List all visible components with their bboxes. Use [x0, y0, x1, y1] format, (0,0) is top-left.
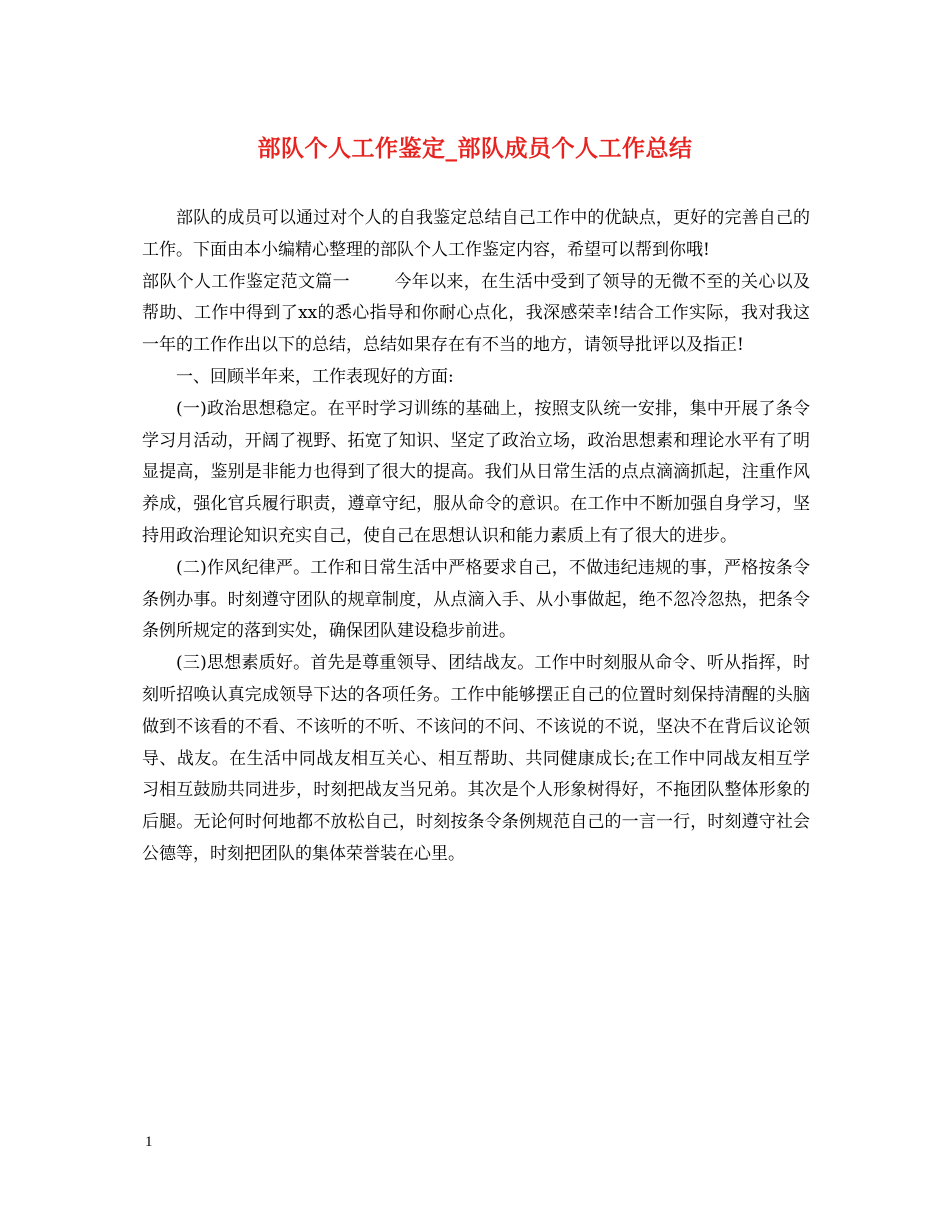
review-heading: 一、回顾半年来，工作表现好的方面:	[176, 366, 454, 387]
document-title: 部队个人工作鉴定_部队成员个人工作总结	[257, 136, 693, 162]
section-heading: 部队个人工作鉴定范文篇一	[142, 271, 350, 292]
document-body	[142, 203, 810, 871]
discipline-paragraph: (二)作风纪律严。工作和日常生活中严格要求自己，不做违纪违规的事，严格按条令条例办事。时刻遵守团队的规章制度，从点滴入手、从小事做起，绝不忽冷忽热，把条令条例所规定的落到实处，确保团队建设稳步前进。	[142, 557, 810, 642]
page-number: 1	[145, 1134, 153, 1150]
quality-paragraph: (三)思想素质好。首先是尊重领导、团结战友。工作中时刻服从命令、听从指挥，时刻听招唤认真完成领导下达的各项任务。工作中能够摆正自己的位置时刻保持清醒的头脑做到不该看的不看、不该听的不听、不该问的不问、不该说的不说，坚决不在背后议论领导、战友。在生活中同战友相互关心、相互帮助、共同健康成长;在工作中同战友相互学习相互鼓励共同进步，时刻把战友当兄弟。其次是个人形象树得好，不拖团队整体形象的后腿。无论何时何地都不放松自己，时刻按条令条例规范自己的一言一行，时刻遵守社会公德等，时刻把团队的集体荣誉装在心里。	[142, 653, 810, 864]
opening-paragraph: 今年以来，在生活中受到了领导的无微不至的关心以及帮助、工作中得到了xx的悉心指导和你耐心点化，我深感荣幸!结合工作实际，我对我这一年的工作作出以下的总结，总结如果存在有不当的地方，请领导批评以及指正!	[142, 271, 810, 356]
intro-paragraph: 部队的成员可以通过对个人的自我鉴定总结自己工作中的优缺点，更好的完善自己的工作。下面由本小编精心整理的部队个人工作鉴定内容，希望可以帮到你哦!	[142, 208, 810, 260]
section-paragraph	[142, 267, 810, 362]
political-paragraph: (一)政治思想稳定。在平时学习训练的基础上，按照支队统一安排，集中开展了条令学习月活动，开阔了视野、拓宽了知识、坚定了政治立场，政治思想素和理论水平有了明显提高，鉴别是非能力也得到了很大的提高。我们从日常生活的点点滴滴抓起，注重作风养成，强化官兵履行职责，遵章守纪，服从命令的意识。在工作中不断加强自身学习，坚持用政治理论知识充实自己，使自己在思想认识和能力素质上有了很大的进步。	[142, 398, 810, 546]
